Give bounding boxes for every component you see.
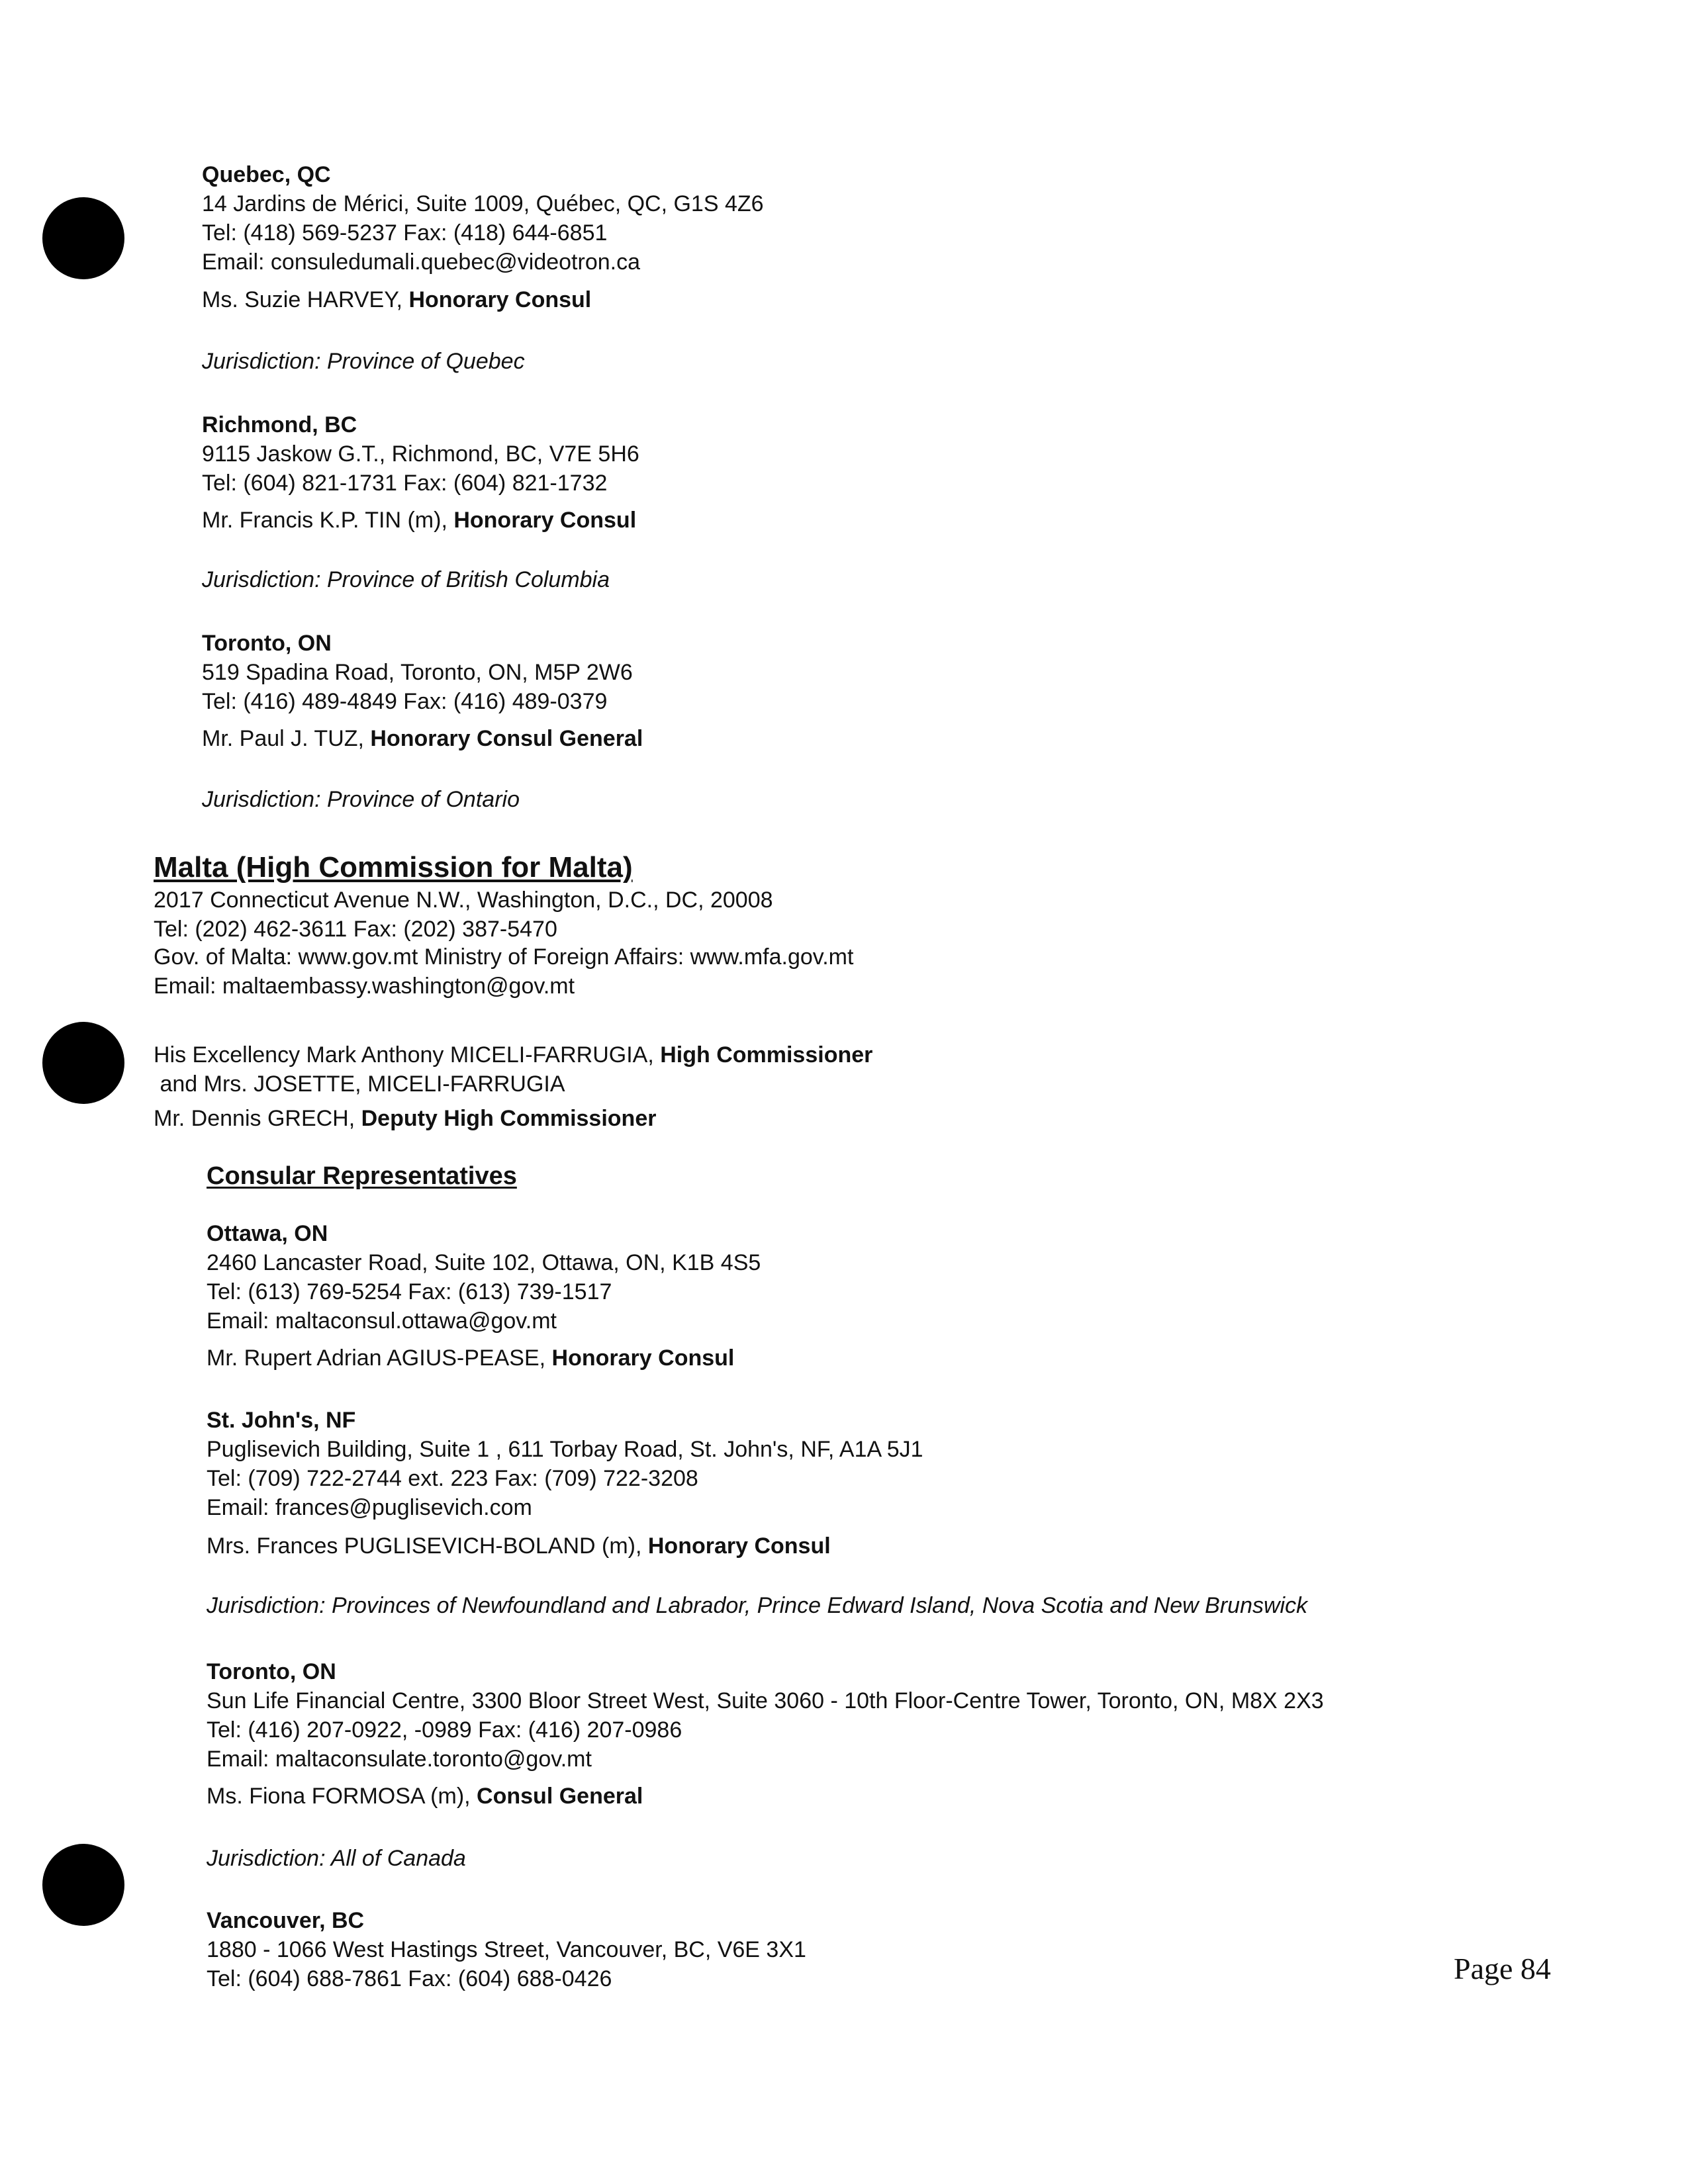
- entry-address: 9115 Jaskow G.T., Richmond, BC, V7E 5H6: [202, 441, 639, 467]
- consular-jurisdiction: Jurisdiction: All of Canada: [207, 1846, 466, 1871]
- consular-phone: Tel: (416) 207-0922, -0989 Fax: (416) 207-0986: [207, 1717, 682, 1743]
- contact-title: Consul General: [477, 1784, 643, 1809]
- consular-jurisdiction: Jurisdiction: Provinces of Newfoundland and Labrador, Prince Edward Island, Nova Scotia and New Brunswick: [207, 1593, 1308, 1618]
- consular-email: Email: maltaconsul.ottawa@gov.mt: [207, 1308, 557, 1334]
- official-title: Deputy High Commissioner: [361, 1106, 657, 1131]
- consular-address: Puglisevich Building, Suite 1 , 611 Torbay Road, St. John's, NF, A1A 5J1: [207, 1437, 923, 1462]
- consular-phone: Tel: (604) 688-7861 Fax: (604) 688-0426: [207, 1966, 612, 1991]
- official-title: High Commissioner: [660, 1042, 873, 1068]
- consular-contact: [207, 1534, 831, 1559]
- entry-contact: [202, 727, 643, 751]
- contact-title: Honorary Consul: [647, 1533, 831, 1559]
- contact-person: Ms. Suzie HARVEY,: [202, 287, 409, 312]
- contact-person: Mrs. Frances PUGLISEVICH-BOLAND (m),: [207, 1533, 648, 1559]
- contact-person: Mr. Francis K.P. TIN (m),: [202, 508, 454, 533]
- contact-title: Honorary Consul General: [370, 726, 643, 751]
- consular-contact: [207, 1784, 643, 1809]
- entry-phone: Tel: (604) 821-1731 Fax: (604) 821-1732: [202, 471, 608, 496]
- official-high-commissioner: [154, 1043, 872, 1068]
- mission-phone: Tel: (202) 462-3611 Fax: (202) 387-5470: [154, 917, 557, 942]
- contact-person: Ms. Fiona FORMOSA (m),: [207, 1784, 477, 1809]
- consular-city: Ottawa, ON: [207, 1221, 328, 1246]
- entry-jurisdiction: Jurisdiction: Province of British Columbia: [202, 567, 610, 592]
- entry-phone: Tel: (416) 489-4849 Fax: (416) 489-0379: [202, 689, 608, 714]
- mission-email: Email: maltaembassy.washington@gov.mt: [154, 974, 575, 999]
- punch-hole-top: [42, 197, 124, 279]
- entry-jurisdiction: Jurisdiction: Province of Quebec: [202, 349, 525, 374]
- consular-phone: Tel: (709) 722-2744 ext. 223 Fax: (709) 722-3208: [207, 1466, 698, 1491]
- contact-title: Honorary Consul: [453, 508, 637, 533]
- consular-city: Toronto, ON: [207, 1659, 336, 1684]
- entry-address: 14 Jardins de Mérici, Suite 1009, Québec, QC, G1S 4Z6: [202, 191, 764, 216]
- consular-email: Email: maltaconsulate.toronto@gov.mt: [207, 1747, 592, 1772]
- consular-city: Vancouver, BC: [207, 1908, 365, 1933]
- contact-person: Mr. Paul J. TUZ,: [202, 726, 371, 751]
- consular-heading: Consular Representatives: [207, 1162, 517, 1190]
- official-person: Mr. Dennis GRECH,: [154, 1106, 361, 1131]
- consular-address: 2460 Lancaster Road, Suite 102, Ottawa, ON, K1B 4S5: [207, 1250, 761, 1275]
- page-number: Page 84: [1454, 1952, 1551, 1985]
- official-spouse: and Mrs. JOSETTE, MICELI-FARRUGIA: [154, 1071, 565, 1097]
- consular-address: Sun Life Financial Centre, 3300 Bloor Street West, Suite 3060 - 10th Floor-Centre Tower, Toronto, ON, M8X 2X3: [207, 1688, 1324, 1713]
- entry-phone: Tel: (418) 569-5237 Fax: (418) 644-6851: [202, 220, 608, 246]
- contact-person: Mr. Rupert Adrian AGIUS-PEASE,: [207, 1345, 552, 1371]
- official-deputy: [154, 1107, 656, 1131]
- country-heading: Malta (High Commission for Malta): [154, 851, 633, 884]
- entry-city: Toronto, ON: [202, 631, 332, 656]
- entry-contact: [202, 508, 636, 533]
- entry-jurisdiction: Jurisdiction: Province of Ontario: [202, 787, 520, 812]
- consular-address: 1880 - 1066 West Hastings Street, Vancouver, BC, V6E 3X1: [207, 1937, 806, 1962]
- punch-hole-middle: [42, 1022, 124, 1104]
- entry-contact: [202, 288, 591, 312]
- contact-title: Honorary Consul: [551, 1345, 735, 1371]
- punch-hole-bottom: [42, 1844, 124, 1926]
- contact-title: Honorary Consul: [408, 287, 592, 312]
- consular-city: St. John's, NF: [207, 1408, 356, 1433]
- consular-phone: Tel: (613) 769-5254 Fax: (613) 739-1517: [207, 1279, 612, 1304]
- mission-address: 2017 Connecticut Avenue N.W., Washington, D.C., DC, 20008: [154, 887, 773, 913]
- entry-city: Richmond, BC: [202, 412, 357, 437]
- entry-address: 519 Spadina Road, Toronto, ON, M5P 2W6: [202, 660, 633, 685]
- entry-city: Quebec, QC: [202, 162, 331, 187]
- mission-web: Gov. of Malta: www.gov.mt Ministry of Foreign Affairs: www.mfa.gov.mt: [154, 944, 854, 970]
- consular-contact: [207, 1346, 734, 1371]
- entry-email: Email: consuledumali.quebec@videotron.ca: [202, 250, 640, 275]
- official-person: His Excellency Mark Anthony MICELI-FARRUGIA,: [154, 1042, 661, 1068]
- consular-email: Email: frances@puglisevich.com: [207, 1495, 532, 1520]
